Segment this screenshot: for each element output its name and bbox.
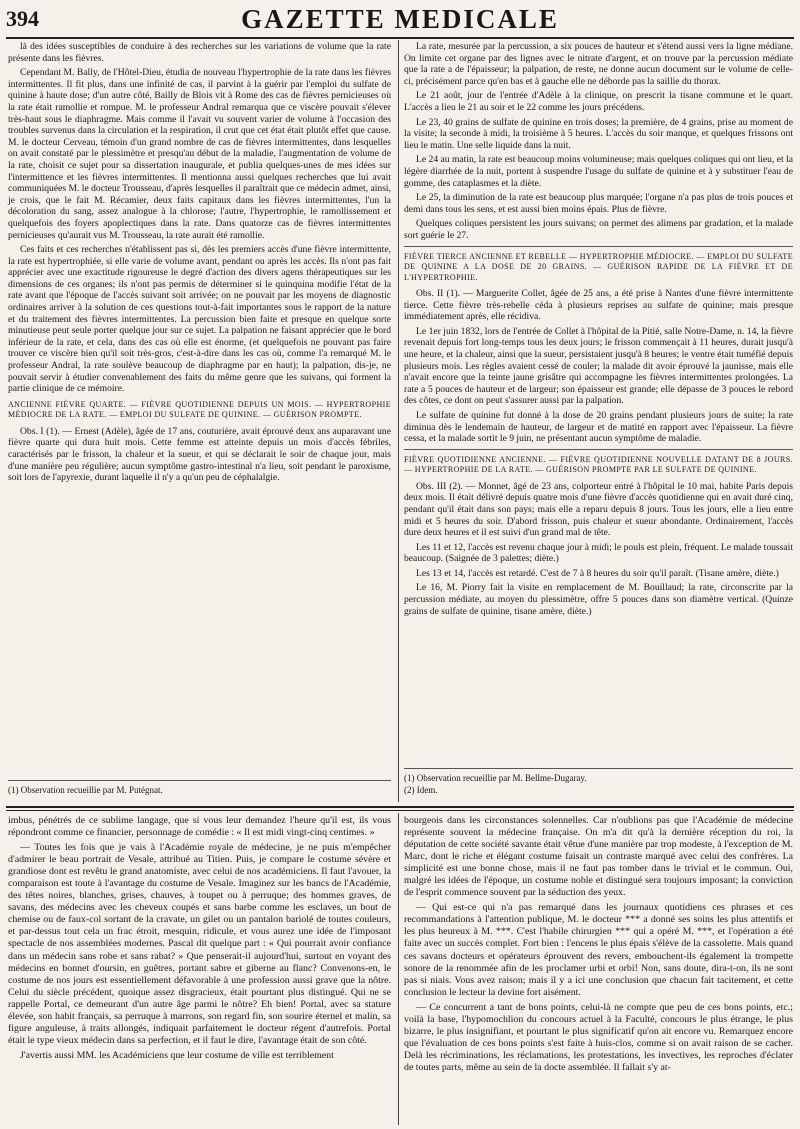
footnote-rule — [404, 768, 793, 769]
paragraph: — Toutes les fois que je vais à l'Académie royale de médecine, je ne puis m'empêcher d'admirer le beau portrait de Vesale, attribué au Titien. Puis, je compare le costume sévère et grandiose dont est revêtu le grand anatomiste, avec celui de nos académiciens. Il faut l'avouer, la comparaison est toute à l'avantage du costume de Vesale. Imaginez sur les bancs de l'Académie, des têtes noires, blanches, grises, chauves, à toupet ou à perruque; des hommes graves, de savans, des médecins avec les cheveux coupés et sans barbe comme les esclaves, un bout de chemise ou de faux-col sortant de la cravate, un gilet ou un pantalon bariolé de toutes couleurs, et par-dessus tout cela un frac étroit, mesquin, ridicule, et vous aurez une idée de l'imposant spectacle de nos assemblées modernes. Pascal dit quelque part : « Qui pourrait avoir confiance dans un médecin sans robe et sans rabat? » Que penserait-il aujourd'hui, surtout en voyant des médecins en bonnet d'oursin, en guêtres, portant sabre et giberne au flanc? Convenons-en, le costume de nos jours est essentiellement défavorable à une profession aussi grave que la nôtre. Celui du siècle précédent, quoique assez disgracieux, était pourtant plus distingué. Qui ne se rappelle Portal, ce demeurant d'un autre âge parmi le nôtre? Eh bien! Portal, avec sa stature élevée, son habit français, sa perruque à marrons, son regard fin, son sourire éternel et malin, sa figure anguleuse, à traits allongés, indiquait parfaitement le docteur régent d'autrefois. Portal était le type vieux médecin dans sa perfection, et il faut le dire, l'avantage était de son côté. — [8, 842, 391, 1046]
paragraph: Le 23, 40 grains de sulfate de quinine en trois doses; la première, de 4 grains, prise au moment de la visite; la seconde à midi, la troisième à 5 heures. L'accès du soir manque, et quelques frissons ont lieu le matin. Une selle liquide dans la nuit. — [404, 116, 793, 151]
paragraph: — Ce concurrent a tant de bons points, celui-là ne compte que peu de ces bons points, etc.; voilà la base, l'hypomochlion du concours actuel à la Faculté, concours le plus étrange, le plus bizarre, le plus insignifiant, et pourtant le plus significatif qu'on ait encore vu. Remarquez encore que l'évaluation de ces bons points s'est faite à huis-clos, comme si on avait raison de se cacher. Delà les récriminations, les réclamations, les protestations, les invectives, les reproches d'éclater de toutes parts, même au sein de la docte assemblée. Il fallait s'y at- — [404, 1001, 793, 1073]
paragraph: — Qui est-ce qui n'a pas remarqué dans les journaux quotidiens ces phrases et ces recommandations à l'attention publique, M. le docteur *** a donné ses soins les plus attentifs et les plus heureux à M. ***. C'est l'habile chirurgien *** qui a opéré M. ***, et l'opération a été faite avec un succès complet. Fort bien : l'encens le plus épais s'élève de la cassolette. Mais quand ces savans docteurs et opérateurs éprouvent des revers, embouchent-ils également la trompette sonore de la renommée afin de les proclamer urbi et orbi! Non, sans doute, dira-t-on, ils ne sont pas si niais. Vous avez raison; mais il y a ici une conclusion que chacun fait tacitement, et cette conclusion le lecteur la devine fort aisément. — [404, 902, 793, 998]
paragraph: La rate, mesurée par la percussion, a six pouces de hauteur et s'étend aussi vers la ligne médiane. On limite cet organe par des lignes avec le nitrate d'argent, et on trouve par la percussion médiate que la rate a de l'épaisseur; la palpation, de reste, ne donne aucun document sur le volume de celle-ci, précisément parce qu'en bas et à gauche elle ne déborde pas la saillie du thorax. — [404, 41, 793, 87]
column-divider — [398, 40, 399, 802]
feuilleton-divider — [398, 813, 399, 1125]
masthead-title: GAZETTE MEDICALE — [241, 4, 559, 34]
paragraph: Ces faits et ces recherches n'établissent pas si, dès les premiers accès d'une fièvre intermittente, la rate est hypertrophiée, si elle varie de volume avant, pendant ou après les accès. Ils n'ont pas fait apprécier avec une exactitude rigoureuse le degré d'action des divers agens thérapeutiques sur les dimensions de ces organes; ils n'ont pas permis de déterminer si le quinquina modifie l'état de la rate avant que l'époque de l'accès suivant soit arrivée; on ne pouvait par les moyens de diagnostic ordinaires arriver à la solution de ces questions tout-à-fait importantes sous le rapport de la nature et du traitement des fièvres intermittentes. La percussion bien faite et presque en quelque sorte minutieuse peut seule porter quelque jour sur ce sujet. La palpation ne faisant apprécier que le bord inférieur de la rate, et cela, dans des cas où elle est énorme, (et quelquefois ne pouvant pas faire trouver ce viscère bien qu'il soit très-gros, c'est-à-dire dans les cas où, comme l'a remarqué M. le professeur Andral, la rate soulève beaucoup de diaphragme par en haut); la palpation, dis-je, ne pouvait servir à étudier convenablement des faits du même genre que les suivans, qui forment la partie clinique de ce mémoire. — [8, 244, 391, 395]
left-footnotes — [8, 776, 391, 797]
feuilleton-rule-thin — [6, 810, 794, 811]
feuilleton-right — [404, 815, 793, 1074]
footnote: (1) Observation recueillie par M. Bellme-Dugaray. — [404, 773, 587, 783]
right-footnotes — [404, 764, 793, 796]
paragraph: Le 24 au matin, la rate est beaucoup moins volumineuse; mais quelques coliques qui ont lieu, et la légère diarrhée de la nuit, portent à suspendre l'usage du sulfate de quinine et à y substituer l'eau de gomme, des cataplasmes et la diète. — [404, 154, 793, 189]
paragraph: Le 21 août, jour de l'entrée d'Adèle à la clinique, on prescrit la tisane commune et le quart. L'accès a lieu le 21 au soir et le 22 comme les jours précédens. — [404, 90, 793, 113]
paragraph: J'avertis aussi MM. les Académiciens que leur costume de ville est terriblement — [20, 1049, 334, 1061]
footnote: (2) Idem. — [404, 784, 438, 795]
section-rule — [404, 449, 793, 450]
left-column — [8, 41, 391, 484]
case-text: Obs. I (1). — Ernest (Adèle), âgée de 17 ans, couturière, avait éprouvé deux ans auparavant une fièvre quarte qui dura huit mois. Cette femme est atteinte depuis un mois d'accès fébriles, caractérisés par le frisson, la chaleur et la sueur, et qui se déclarait le soir de chaque jour, mais d'une manière peu régulière; aucun symptôme gastro-intestinal n'a lieu, soit pendant le paroxisme, soit lors de l'apyrexie, durant laquelle il n'y a qu'un peu de céphalalgie. — [8, 425, 391, 484]
page-number: 394 — [6, 6, 39, 31]
paragraph: Le sulfate de quinine fut donné à la dose de 20 grains pendant plusieurs jours de suite; la rate diminua dès le lendemain de hauteur, de largeur et de matité en rapport avec l'épaisseur. La fièvre cessa, et la malade sortit le 9 juin, ne présentant aucun symptôme de maladie. — [404, 409, 793, 445]
feuilleton-rule — [6, 806, 794, 808]
paragraph: Le 1er juin 1832, lors de l'entrée de Collet à l'hôpital de la Pitié, salle Notre-Dame, n. 14, la fièvre revenait depuis fort long-temps tous les deux jours; le frisson commençait à 11 heures, durait jusqu'à une heure, et la chaleur, ainsi que la sueur, persistaient jusqu'à 8 heures; le ventre était tuméfié depuis plusieurs mois. Les règles avaient cessé de couler; la malade dit avoir éprouvé la jaunisse, mais elle n'avait encore que la teinte jaune grisâtre qui accompagne les fièvres intermittentes prolongées. La rate a 5 pouces de hauteur et de largeur; son épaisseur est grande; elle dépasse de 3 pouces le rebord des côtes, ce dont on peut s'assurer aussi par la palpation. — [404, 325, 793, 407]
paragraph: imbus, pénétrés de ce sublime langage, que si vous leur demandez l'heure qu'il est, ils vous répondront comme ce financier, personnage de comédie : « Il est midi vingt-cinq centimes. » — [8, 815, 391, 839]
section-rule — [404, 246, 793, 247]
paragraph: Cependant M. Bally, de l'Hôtel-Dieu, étudia de nouveau l'hypertrophie de la rate dans les fièvres intermittentes. Il fit plus, dans une infinité de cas, il parvint à la guérir par l'emploi du sulfate de quinine à haute dose; d'un autre côté, Bailly de Blois vit à Rome des cas de fièvres pernicieuses où la rate était ramollie et rompue. M. le professeur Andral remarqua que ce viscère pouvait s'élever très-haut sous le diaphragme. Mais comme il l'avait vu souvent varier de volume à l'occasion des troubles survenus dans la circulation et la respiration, il crut que cet état était plutôt effet que cause. M. le docteur Cerveau, témoin d'un grand nombre de cas de fièvres intermittentes, dans lesquelles on avait constaté par le plessimètre et presqu'au début de la maladie, l'augmentation de volume de la rate, choisit ce sujet pour sa dissertation inaugurale, et publia quelques-unes de mes idées sur l'intermittence et les fièvres intermittentes. Il mentionna aussi quelques recherches que lui avait communiquées M. le docteur Trousseau, d'après lesquelles il paraîtrait que ce médecin admet, ainsi, je crois, que le fait M. Récamier, deux faits capitaux dans les fièvres intermittentes, l'un la décoloration du sang, assez analogue à la chlorose; l'autre, l'hypertrophie, le ramollissement et quelquefois des foyers apoplectiques dans la rate. Dans quatorze cas de fièvres intermittentes pernicieuses qu'aurait vus M. Trousseau, la rate aurait été ramollie. — [8, 67, 391, 241]
case-heading: FIÈVRE QUOTIDIENNE ANCIENNE. — FIÈVRE QUOTIDIENNE NOUVELLE DATANT DE 8 JOURS. — HYPERTROPHIE DE LA RATE. — GUÉRISON PROMPTE PAR LE SULFATE DE QUININE. — [404, 454, 793, 475]
footnote: (1) Observation recueillie par M. Putégnat. — [8, 785, 163, 795]
header-rule — [6, 37, 794, 39]
page-header — [6, 4, 794, 34]
paragraph: Les 13 et 14, l'accès est retardé. C'est de 7 à 8 heures du soir qu'il paraît. (Tisane amère, diète.) — [416, 567, 779, 579]
paragraph: Les 11 et 12, l'accès est revenu chaque jour à midi; le pouls est plein, fréquent. Le malade toussait beaucoup. (Saignée de 3 palettes; diète.) — [404, 541, 793, 565]
feuilleton-left — [8, 815, 391, 1062]
paragraph: Quelques coliques persistent les jours suivans; on permet des alimens par gradation, et la malade sort guérie le 27. — [404, 218, 793, 241]
paragraph: bourgeois dans les circonstances solennelles. Car n'oublions pas que l'Académie de médecine représente souvent la médecine française. On m'a dit qu'à la dernière réception du roi, la députation de cette société savante était vêtue d'une manière par trop modeste, à l'exception de M. Marc, dont le riche et élégant costume faisait un contraste marqué avec celui des confrères. La simplicité est une bonne chose, mais il ne faut pas tomber dans le trivial et le commun. Oui, malgré les idées de l'époque, un costume noble et distingué sera toujours imposant; la conviction de l'esprit commence souvent par la séduction des yeux. — [404, 815, 793, 899]
paragraph: Obs. II (1). — Marguerite Collet, âgée de 25 ans, a été prise à Nantes d'une fièvre intermittente tierce. Cette fièvre très-rebelle céda à plusieurs reprises au sulfate de quinine; mais presque immédiatement après, elle récidiva. — [404, 288, 793, 323]
paragraph: Le 16, M. Piorry fait la visite en remplacement de M. Bouillaud; la rate, circonscrite par la percussion médiate, au moyen du plessimètre, offre 5 pouces dans son diamètre vertical. (Quinze grains de sulfate de quinine, tisane amère, diète.) — [404, 582, 793, 617]
paragraph: Obs. III (2). — Monnet, âgé de 23 ans, colporteur entré à l'hôpital le 10 mai, habite Paris depuis deux mois. Il était délivré depuis quatre mois d'une fièvre d'accès quotidienne qui en avait duré cinq, pendant qu'il était dans son pays; mais elle a reparu depuis 8 jours. Tous les jours, elle a lieu entre midi et 5 heures du soir. D'abord frisson, puis chaleur et sueur abondante. Ordinairement, l'accès dure deux heures et il est suivi d'un grand mal de tête. — [404, 480, 793, 539]
footnote-rule — [8, 780, 391, 781]
case-heading: ANCIENNE FIÈVRE QUARTE. — FIÈVRE QUOTIDIENNE DEPUIS UN MOIS. — HYPERTROPHIE MÉDIOCRE DE LA RATE. — EMPLOI DU SULFATE DE QUININE. — GUÉRISON PROMPTE. — [8, 399, 391, 420]
paragraph: là des idées susceptibles de conduire à des recherches sur les variations de volume que la rate présente dans les fièvres. — [8, 41, 391, 64]
case-heading: FIÈVRE TIERCE ANCIENNE ET REBELLE — HYPERTROPHIE MÉDIOCRE. — EMPLOI DU SULFATE DE QUININE A LA DOSE DE 20 GRAINS. — GUÉRISON RAPIDE DE LA FIÈVRE ET DE L'HYPERTROPHIE. — [404, 251, 793, 282]
right-column — [404, 41, 793, 617]
paragraph: Le 25, la diminution de la rate est beaucoup plus marquée; l'organe n'a pas plus de trois pouces et demi dans tous les sens, et est aussi bien moins épais. Plus de fièvre. — [404, 192, 793, 215]
